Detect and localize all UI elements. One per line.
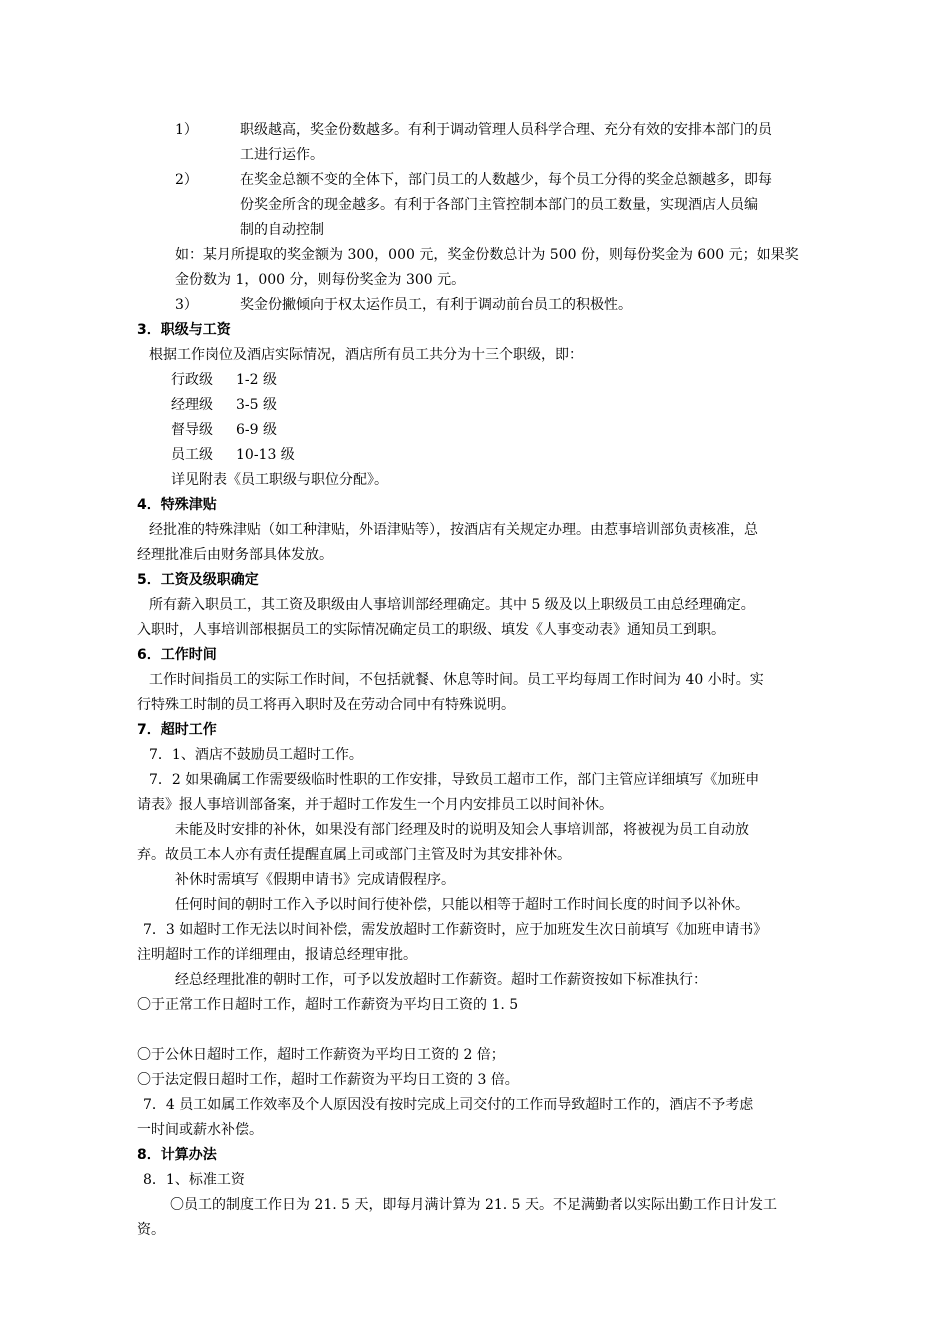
- level-range-2: 3-5 级: [236, 397, 277, 413]
- section5-line1: 所有薪入职员工，其工资及职级由人事培训部经理确定。其中 5 级及以上职级员工由总经理确定。: [149, 597, 755, 613]
- item2-number: 2）: [175, 172, 198, 188]
- section7-para3-line1: 未能及时安排的补休，如果没有部门经理及时的说明及知会人事培训部，将被视为员工自动放: [175, 822, 749, 838]
- section6-line2: 行特殊工时制的员工将再入职时及在劳动合同中有特殊说明。: [137, 697, 515, 713]
- section3-intro: 根据工作岗位及酒店实际情况，酒店所有员工共分为十三个职级，即：: [149, 347, 583, 363]
- section7-para5: 任何时间的朝时工作入予以时间行使补偿，只能以相等于超时工作时间长度的时间予以补休。: [175, 897, 749, 913]
- section4-line2: 经理批准后由财务部具体发放。: [137, 547, 333, 563]
- section7-para6-line2: 注明超时工作的详细理由，报请总经理审批。: [137, 947, 417, 963]
- example-line2: 金份数为 1，000 分，则每份奖金为 300 元。: [175, 272, 466, 288]
- section6-heading: 6．工作时间: [137, 647, 217, 663]
- item1-number: 1）: [175, 122, 198, 138]
- item1-line2: 工进行运作。: [240, 147, 324, 163]
- item3-line1: 奖金份撇倾向于权太运作员工，有利于调动前台员工的积极性。: [240, 297, 632, 313]
- section8-para1: 8．1、标准工资: [143, 1172, 245, 1188]
- level-name-2: 经理级: [171, 397, 213, 413]
- overtime-bullet-3: 〇于法定假日超时工作，超时工作薪资为平均日工资的 3 倍。: [137, 1072, 519, 1088]
- item2-line3: 制的自动控制: [240, 222, 324, 238]
- overtime-bullet-2: 〇于公休日超时工作，超时工作薪资为平均日工资的 2 倍；: [137, 1047, 505, 1063]
- section7-para2-line2: 请表》报人事培训部备案，并于超时工作发生一个月内安排员工以时间补休。: [137, 797, 613, 813]
- section8-heading: 8．计算办法: [137, 1147, 217, 1163]
- section7-heading: 7．超时工作: [137, 722, 217, 738]
- section7-para8-line2: 一时间或薪水补偿。: [137, 1122, 263, 1138]
- item2-line1: 在奖金总额不变的全体下，部门员工的人数越少，每个员工分得的奖金总额越多，即每: [240, 172, 772, 188]
- section6-line1: 工作时间指员工的实际工作时间，不包括就餐、休息等时间。员工平均每周工作时间为 40 小时。实: [149, 672, 764, 688]
- overtime-bullet-1: 〇于正常工作日超时工作，超时工作薪资为平均日工资的 1. 5: [137, 997, 519, 1013]
- level-range-3: 6-9 级: [236, 422, 277, 438]
- section7-para3-line2: 弃。故员工本人亦有责任提醒直属上司或部门主管及时为其安排补休。: [137, 847, 571, 863]
- level-range-4: 10-13 级: [236, 447, 295, 463]
- section3-note: 详见附表《员工职级与职位分配》。: [171, 472, 388, 488]
- section8-para2-line2: 资。: [137, 1222, 165, 1238]
- section3-heading: 3．职级与工资: [137, 322, 231, 338]
- section7-para7: 经总经理批准的朝时工作，可予以发放超时工作薪资。超时工作薪资按如下标准执行：: [175, 972, 707, 988]
- section7-para4: 补休时需填写《假期申请书》完成请假程序。: [175, 872, 455, 888]
- section4-line1: 经批准的特殊津贴（如工种津贴，外语津贴等），按酒店有关规定办理。由惹事培训部负责核准，总: [149, 522, 758, 538]
- section7-para1: 7．1、酒店不鼓励员工超时工作。: [149, 747, 363, 763]
- item3-number: 3）: [175, 297, 198, 313]
- section7-para2-line1: 7．2 如果确属工作需要级临时性职的工作安排，导致员工超市工作，部门主管应详细填写《加班申: [149, 772, 760, 788]
- section5-line2: 入职时，人事培训部根据员工的实际情况确定员工的职级、填发《人事变动表》通知员工到职。: [137, 622, 725, 638]
- item2-line2: 份奖金所含的现金越多。有利于各部门主管控制本部门的员工数量，实现酒店人员编: [240, 197, 758, 213]
- item1-line1: 职级越高，奖金份数越多。有利于调动管理人员科学合理、充分有效的安排本部门的员: [240, 122, 772, 138]
- section4-heading: 4．特殊津贴: [137, 497, 217, 513]
- level-range-1: 1-2 级: [236, 372, 277, 388]
- level-name-3: 督导级: [171, 422, 213, 438]
- section7-para6-line1: 7．3 如超时工作无法以时间补偿，需发放超时工作薪资时，应于加班发生次日前填写《加班申请书》: [143, 922, 768, 938]
- section7-para8-line1: 7．4 员工如属工作效率及个人原因没有按时完成上司交付的工作而导致超时工作的，酒店不予考虑: [143, 1097, 754, 1113]
- level-name-1: 行政级: [171, 372, 213, 388]
- example-line1: 如：某月所提取的奖金额为 300，000 元，奖金份数总计为 500 份，则每份奖金为 600 元；如果奖: [175, 247, 799, 263]
- level-name-4: 员工级: [171, 447, 213, 463]
- section8-para2-line1: 〇员工的制度工作日为 21. 5 天，即每月满计算为 21. 5 天。不足满勤者以实际出勤工作日计发工: [170, 1197, 778, 1213]
- section5-heading: 5．工资及级职确定: [137, 572, 259, 588]
